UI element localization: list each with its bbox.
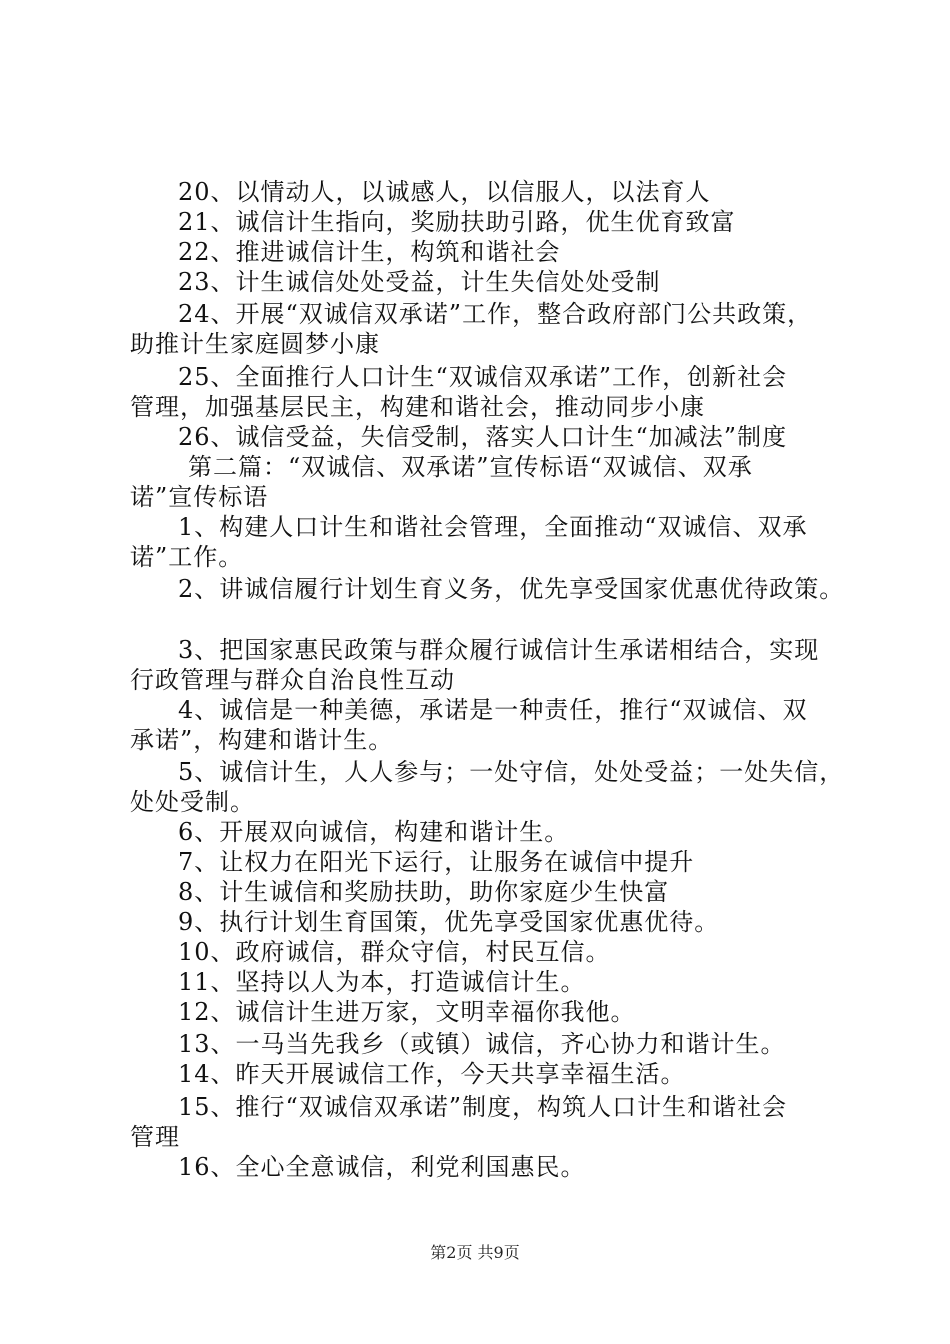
text-line-4a: 4、诚信是一种美德，承诺是一种责任，推行“双诚信、双 bbox=[178, 696, 808, 724]
section-heading-a: 第二篇：“双诚信、双承诺”宣传标语“双诚信、双承 bbox=[188, 453, 753, 481]
page-footer: 第2页 共9页 bbox=[430, 1243, 520, 1262]
text-line-15b: 管理 bbox=[130, 1123, 180, 1151]
text-line-4b: 承诺”，构建和谐计生。 bbox=[130, 726, 394, 754]
text-line-13: 13、一马当先我乡（或镇）诚信，齐心协力和谐计生。 bbox=[178, 1030, 786, 1058]
text-line-11: 11、坚持以人为本，打造诚信计生。 bbox=[178, 968, 586, 996]
text-line-1a: 1、构建人口计生和谐社会管理，全面推动“双诚信、双承 bbox=[178, 513, 808, 541]
text-line-1b: 诺”工作。 bbox=[130, 543, 244, 571]
text-line-15a: 15、推行“双诚信双承诺”制度，构筑人口计生和谐社会 bbox=[178, 1093, 788, 1121]
text-line-24a: 24、开展“双诚信双承诺”工作，整合政府部门公共政策， bbox=[178, 300, 813, 328]
text-line-5a: 5、诚信计生，人人参与；一处守信，处处受益；一处失信， bbox=[178, 758, 845, 786]
text-line-16: 16、全心全意诚信，利党利国惠民。 bbox=[178, 1153, 586, 1181]
text-line-24b: 助推计生家庭圆梦小康 bbox=[130, 330, 380, 358]
text-line-6: 6、开展双向诚信，构建和谐计生。 bbox=[178, 818, 570, 846]
text-line-10: 10、政府诚信，群众守信，村民互信。 bbox=[178, 938, 611, 966]
text-line-8: 8、计生诚信和奖励扶助，助你家庭少生快富 bbox=[178, 878, 670, 906]
text-line-3a: 3、把国家惠民政策与群众履行诚信计生承诺相结合，实现 bbox=[178, 636, 820, 664]
text-line-3b: 行政管理与群众自治良性互动 bbox=[130, 666, 455, 694]
text-line-20: 20、以情动人，以诚感人，以信服人，以法育人 bbox=[178, 178, 711, 206]
text-line-9: 9、执行计划生育国策，优先享受国家优惠优待。 bbox=[178, 908, 720, 936]
text-line-21: 21、诚信计生指向，奖励扶助引路，优生优育致富 bbox=[178, 208, 736, 236]
text-line-2: 2、讲诚信履行计划生育义务，优先享受国家优惠优待政策。 bbox=[178, 575, 845, 603]
text-line-12: 12、诚信计生进万家，文明幸福你我他。 bbox=[178, 998, 636, 1026]
text-line-23: 23、计生诚信处处受益，计生失信处处受制 bbox=[178, 268, 661, 296]
text-line-25b: 管理，加强基层民主，构建和谐社会，推动同步小康 bbox=[130, 393, 705, 421]
text-line-14: 14、昨天开展诚信工作，今天共享幸福生活。 bbox=[178, 1060, 686, 1088]
text-line-26: 26、诚信受益，失信受制，落实人口计生“加减法”制度 bbox=[178, 423, 788, 451]
text-line-5b: 处处受制。 bbox=[130, 788, 255, 816]
text-line-22: 22、推进诚信计生，构筑和谐社会 bbox=[178, 238, 561, 266]
text-line-25a: 25、全面推行人口计生“双诚信双承诺”工作，创新社会 bbox=[178, 363, 788, 391]
text-line-7: 7、让权力在阳光下运行，让服务在诚信中提升 bbox=[178, 848, 695, 876]
section-heading-b: 诺”宣传标语 bbox=[130, 483, 269, 511]
